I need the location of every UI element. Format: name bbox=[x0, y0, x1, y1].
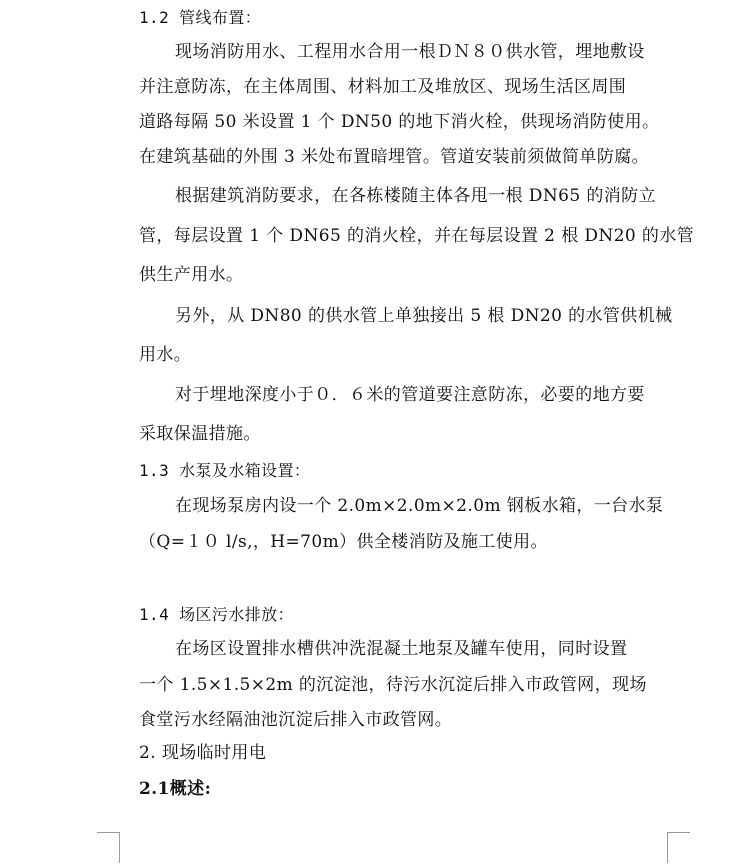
paragraph-line: 对于埋地深度小于０．６米的管道要注意防冻，必要的地方要 bbox=[175, 385, 645, 405]
paragraph-line: 在建筑基础的外围 3 米处布置暗埋管。管道安装前须做简单防腐。 bbox=[139, 147, 650, 167]
paragraph-line: 一个 1.5×1.5×2m 的沉淀池，待污水沉淀后排入市政管网，现场 bbox=[139, 675, 647, 695]
paragraph-line: 在场区设置排水槽供冲洗混凝土地泵及罐车使用，同时设置 bbox=[175, 639, 628, 659]
paragraph-line: 管，每层设置 1 个 DN65 的消火栓，并在每层设置 2 根 DN20 的水管 bbox=[139, 226, 695, 246]
page-corner-mark-right bbox=[667, 832, 690, 863]
paragraph-line: 采取保温措施。 bbox=[139, 424, 261, 444]
heading-2-1: 2.1概述: bbox=[139, 779, 212, 799]
paragraph-line: 根据建筑消防要求，在各栋楼随主体各甩一根 DN65 的消防立 bbox=[175, 186, 656, 206]
paragraph-line: 现场消防用水、工程用水合用一根ＤＮ８０供水管，埋地敷设 bbox=[175, 42, 645, 62]
paragraph-line: 道路每隔 50 米设置 1 个 DN50 的地下消火栓，供现场消防使用。 bbox=[139, 112, 660, 132]
paragraph-line: （Q=１０ l/s,，H=70m）供全楼消防及施工使用。 bbox=[139, 532, 548, 552]
heading-1-3: 1.3 水泵及水箱设置： bbox=[139, 461, 311, 480]
page-corner-mark-left bbox=[97, 832, 120, 863]
paragraph-line: 用水。 bbox=[139, 345, 192, 365]
paragraph-line: 在现场泵房内设一个 2.0m×2.0m×2.0m 钢板水箱，一台水泵 bbox=[175, 496, 664, 516]
heading-1-2: 1.2 管线布置： bbox=[139, 8, 262, 27]
paragraph-line: 食堂污水经隔油池沉淀后排入市政管网。 bbox=[139, 710, 453, 730]
paragraph-line: 并注意防冻，在主体周围、材料加工及堆放区、现场生活区周围 bbox=[139, 77, 627, 97]
heading-1-4: 1.4 场区污水排放： bbox=[139, 605, 294, 624]
heading-2: 2. 现场临时用电 bbox=[139, 743, 267, 763]
paragraph-line: 另外，从 DN80 的供水管上单独接出 5 根 DN20 的水管供机械 bbox=[175, 306, 673, 326]
paragraph-line: 供生产用水。 bbox=[139, 265, 244, 285]
